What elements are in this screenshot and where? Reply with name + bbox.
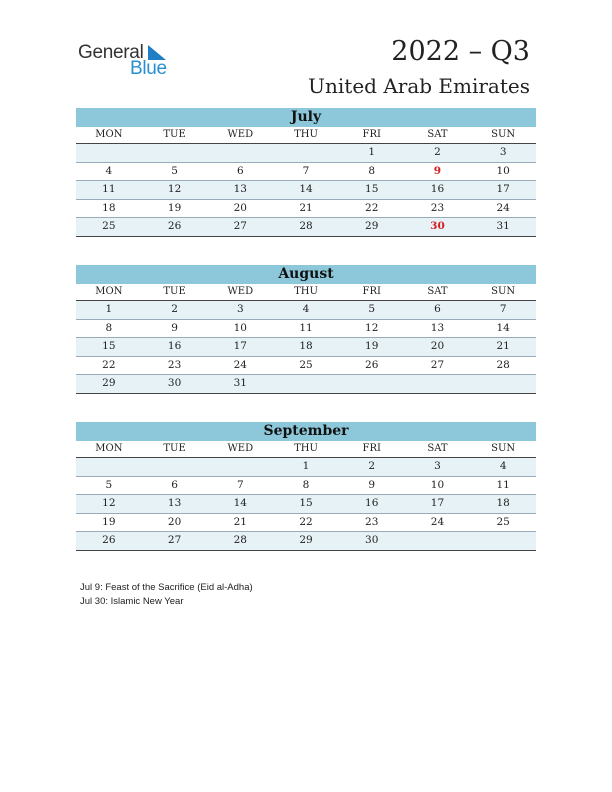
- day-cell: 9: [368, 478, 376, 491]
- day-cell: [76, 458, 142, 476]
- day-cell: 21: [233, 515, 247, 528]
- day-cell: 14: [233, 497, 247, 509]
- day-cell: 6: [236, 164, 244, 177]
- weekday-label: FRI: [362, 443, 381, 454]
- weekday-header-row: [76, 127, 536, 144]
- day-cell: 19: [102, 515, 116, 528]
- day-cell: 17: [430, 497, 445, 509]
- day-cell: [405, 375, 471, 393]
- day-cell: 4: [499, 460, 507, 472]
- day-cell: 27: [430, 358, 445, 371]
- logo-flag-icon: [148, 45, 166, 60]
- month-name: August: [76, 265, 536, 284]
- day-cell: 8: [368, 164, 376, 177]
- week-row: [76, 477, 536, 496]
- day-cell: 12: [167, 183, 182, 195]
- holiday-note: Jul 9: Feast of the Sacrifice (Eid al-Adha): [80, 582, 253, 593]
- holiday-note: Jul 30: Islamic New Year: [80, 596, 184, 607]
- week-row: [76, 375, 536, 394]
- day-cell: 28: [496, 358, 510, 371]
- day-cell: [76, 144, 142, 162]
- day-cell: [339, 375, 405, 393]
- day-cell: 25: [102, 220, 116, 232]
- day-cell: 22: [299, 515, 313, 528]
- day-cell: 4: [302, 303, 310, 315]
- day-cell: 24: [233, 358, 247, 371]
- day-cell: 23: [365, 515, 379, 528]
- weekday-label: THU: [294, 443, 318, 454]
- day-cell: [207, 144, 273, 162]
- day-cell: [142, 144, 208, 162]
- day-cell: 14: [496, 321, 510, 334]
- day-cell: 16: [167, 340, 182, 352]
- day-cell: 24: [496, 201, 510, 214]
- day-cell: 22: [102, 358, 116, 371]
- day-cell: 20: [233, 201, 247, 214]
- day-cell: [470, 375, 536, 393]
- day-cell: 23: [430, 201, 445, 214]
- day-cell: 27: [167, 534, 182, 546]
- weekday-label: FRI: [362, 286, 381, 297]
- day-cell: [273, 375, 339, 393]
- weekday-label: WED: [227, 443, 254, 454]
- day-cell: 3: [434, 460, 441, 472]
- logo: [78, 42, 178, 82]
- day-cell: 26: [102, 534, 116, 546]
- day-cell: 1: [105, 303, 113, 315]
- day-cell: [273, 144, 339, 162]
- day-cell: 29: [299, 534, 313, 546]
- month-calendar: [76, 265, 536, 394]
- weekday-label: TUE: [163, 286, 186, 297]
- weekday-label: WED: [227, 129, 254, 140]
- weekday-label: MON: [95, 443, 123, 454]
- day-cell: 26: [167, 220, 182, 232]
- weekday-label: SAT: [427, 286, 448, 297]
- day-cell: 6: [171, 478, 178, 491]
- day-cell: 22: [365, 201, 379, 214]
- week-row: [76, 532, 536, 551]
- day-cell: 30: [365, 534, 379, 546]
- day-cell: 24: [430, 515, 445, 528]
- week-row: [76, 320, 536, 339]
- day-cell: 18: [102, 201, 116, 214]
- day-cell: 5: [171, 164, 178, 177]
- day-cell: 31: [496, 220, 510, 232]
- week-row: [76, 200, 536, 219]
- day-cell: 13: [233, 183, 247, 195]
- day-cell: 3: [499, 146, 507, 158]
- holiday-notes: [80, 581, 253, 609]
- week-row: [76, 301, 536, 320]
- day-cell: 21: [299, 201, 313, 214]
- weekday-label: TUE: [163, 443, 186, 454]
- week-row: [76, 458, 536, 477]
- weekday-label: MON: [95, 286, 123, 297]
- day-cell: [142, 458, 208, 476]
- weekday-label: THU: [294, 286, 318, 297]
- month-calendar: [76, 422, 536, 551]
- day-cell: 11: [496, 478, 510, 491]
- day-cell: 29: [365, 220, 379, 232]
- day-cell: 8: [105, 321, 113, 334]
- day-cell: 18: [299, 340, 313, 352]
- day-cell: 21: [496, 340, 510, 352]
- day-cell: 16: [430, 183, 445, 195]
- day-cell: 20: [167, 515, 182, 528]
- day-cell: 2: [171, 303, 178, 315]
- day-cell: 6: [434, 303, 441, 315]
- day-cell: 28: [233, 534, 247, 546]
- day-cell: 10: [430, 478, 445, 491]
- day-cell: 4: [105, 164, 113, 177]
- day-cell: 8: [302, 478, 310, 491]
- weekday-label: THU: [294, 129, 318, 140]
- day-cell: 14: [299, 183, 313, 195]
- day-cell: 17: [233, 340, 247, 352]
- day-cell: 15: [102, 340, 116, 352]
- day-cell: 1: [368, 146, 376, 158]
- day-cell: 5: [368, 303, 376, 315]
- logo-general-text: General: [78, 42, 144, 63]
- weekday-label: SAT: [427, 443, 448, 454]
- day-cell: 10: [233, 321, 247, 334]
- day-cell: 9: [171, 321, 178, 334]
- day-cell: 28: [299, 220, 313, 232]
- day-cell: 12: [102, 497, 116, 509]
- week-row: [76, 144, 536, 163]
- weekday-header-row: [76, 441, 536, 458]
- day-cell: [207, 458, 273, 476]
- weekday-label: SUN: [491, 443, 516, 454]
- weekday-label: TUE: [163, 129, 186, 140]
- week-row: [76, 218, 536, 237]
- week-row: [76, 181, 536, 200]
- day-cell: 10: [496, 164, 510, 177]
- month-name: September: [76, 422, 536, 441]
- day-cell: 2: [368, 460, 376, 472]
- weekday-label: SUN: [491, 286, 516, 297]
- weekday-label: FRI: [362, 129, 381, 140]
- day-cell: [405, 532, 471, 550]
- weekday-label: WED: [227, 286, 254, 297]
- day-cell: 7: [302, 164, 310, 177]
- day-cell: 26: [365, 358, 379, 371]
- day-cell: 17: [496, 183, 510, 195]
- day-cell: 13: [167, 497, 182, 509]
- day-cell: 20: [430, 340, 445, 352]
- logo-blue-text: Blue: [130, 58, 167, 79]
- day-cell: 7: [236, 478, 244, 491]
- day-cell: 25: [496, 515, 510, 528]
- holiday-day-cell: 9: [433, 164, 442, 177]
- day-cell: 2: [434, 146, 441, 158]
- day-cell: 5: [105, 478, 113, 491]
- day-cell: 18: [496, 497, 510, 509]
- day-cell: 11: [102, 183, 116, 195]
- day-cell: 25: [299, 358, 313, 371]
- day-cell: 11: [299, 321, 313, 334]
- page-title: 2022 – Q3: [391, 36, 530, 67]
- day-cell: 30: [167, 377, 182, 389]
- day-cell: 31: [233, 377, 247, 389]
- page-subtitle: United Arab Emirates: [308, 74, 530, 98]
- weekday-label: SAT: [427, 129, 448, 140]
- day-cell: 13: [430, 321, 445, 334]
- day-cell: [470, 532, 536, 550]
- week-row: [76, 163, 536, 182]
- week-row: [76, 338, 536, 357]
- day-cell: 7: [499, 303, 507, 315]
- day-cell: 1: [302, 460, 310, 472]
- month-calendar: [76, 108, 536, 237]
- week-row: [76, 514, 536, 533]
- day-cell: 3: [236, 303, 244, 315]
- day-cell: 29: [102, 377, 116, 389]
- day-cell: 19: [167, 201, 182, 214]
- holiday-day-cell: 30: [430, 220, 445, 232]
- day-cell: 15: [299, 497, 313, 509]
- month-name: July: [76, 108, 536, 127]
- day-cell: 19: [365, 340, 379, 352]
- weekday-header-row: [76, 284, 536, 301]
- week-row: [76, 495, 536, 514]
- weekday-label: SUN: [491, 129, 516, 140]
- day-cell: 12: [365, 321, 379, 334]
- day-cell: 27: [233, 220, 247, 232]
- day-cell: 16: [365, 497, 379, 509]
- weekday-label: MON: [95, 129, 123, 140]
- day-cell: 23: [167, 358, 182, 371]
- week-row: [76, 357, 536, 376]
- day-cell: 15: [365, 183, 379, 195]
